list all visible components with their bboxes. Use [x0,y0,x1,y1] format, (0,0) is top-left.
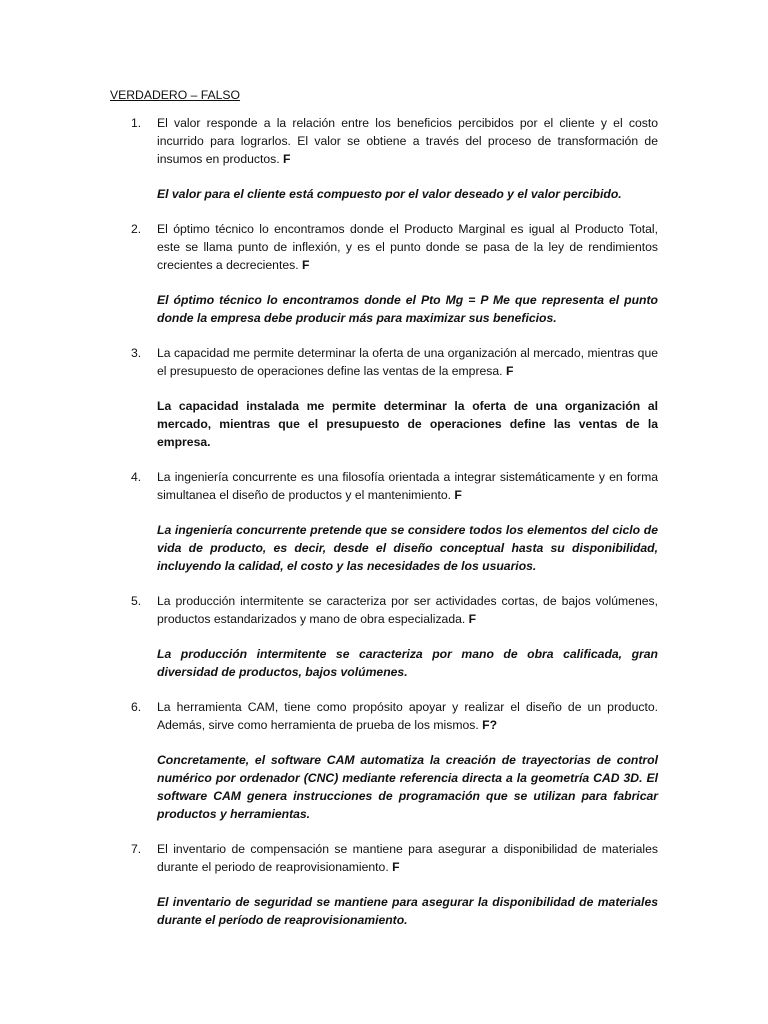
true-false-mark: F [454,488,462,502]
question-statement [157,468,658,504]
question-item-2 [110,220,658,327]
statement-text: El óptimo técnico lo encontramos donde el Producto Marginal es igual al Producto Total, este se llama punto de inflexión, y es el punto donde se pasa de la ley de rendimientos crecientes a decrecientes. [157,222,658,272]
answer-correction: La ingeniería concurrente pretende que se considere todos los elementos del ciclo de vida de producto, es decir, desde el diseño conceptual hasta su disponibilidad, incluyendo la calidad, el costo y las necesidades de los usuarios. [157,523,658,573]
question-number: 4. [131,470,142,484]
true-false-mark: F [468,612,477,626]
question-item-5 [110,592,658,681]
question-statement [157,840,658,876]
question-item-6 [110,698,658,823]
answer-correction: El óptimo técnico lo encontramos donde el Pto Mg = P Me que representa el punto donde la empresa debe producir más para maximizar sus beneficios. [157,293,658,325]
question-number: 6. [131,700,142,714]
question-item-1 [110,114,658,203]
answer-correction: La producción intermitente se caracteriza por mano de obra calificada, gran diversidad de productos, bajos volúmenes. [157,647,658,679]
answer-correction: Concretamente, el software CAM automatiza la creación de trayectorias de control numérico por ordenador (CNC) mediante referencia directa a la geometría CAD 3D. El software CAM genera instrucciones de programación que se utilizan para fabricar productos y herramientas. [157,753,658,821]
question-item-3 [110,344,658,451]
statement-text: El inventario de compensación se mantiene para asegurar a disponibilidad de materiales durante el periodo de reaprovisionamiento. [157,842,658,874]
question-item-4 [110,468,658,575]
question-number: 5. [131,594,142,608]
statement-text: La ingeniería concurrente es una filosofía orientada a integrar sistemáticamente y en forma simultanea el diseño de productos y el mantenimiento. [157,470,658,502]
statement-text: La capacidad me permite determinar la oferta de una organización al mercado, mientras que el presupuesto de operaciones define las ventas de la empresa. [157,346,658,378]
question-number: 1. [131,116,142,130]
statement-text: La herramienta CAM, tiene como propósito apoyar y realizar el diseño de un producto. Además, sirve como herramienta de prueba de los mismos. [157,700,658,732]
statement-text: El valor responde a la relación entre los beneficios percibidos por el cliente y el costo incurrido para lograrlos. El valor se obtiene a través del proceso de transformación de insumos en productos. [157,116,658,166]
question-item-7 [110,840,658,929]
answer-correction: El valor para el cliente está compuesto por el valor deseado y el valor percibido. [157,187,622,201]
answer-correction: La capacidad instalada me permite determinar la oferta de una organización al mercado, mientras que el presupuesto de operaciones define las ventas de la empresa. [157,399,658,449]
question-statement [157,114,658,168]
true-false-mark: F [301,258,310,272]
statement-text: La producción intermitente se caracteriza por ser actividades cortas, de bajos volúmenes, productos estandarizados y mano de obra especializada. [157,594,658,626]
question-statement [157,592,658,628]
question-statement [157,220,658,274]
true-false-mark: F? [482,718,498,732]
true-false-mark: F [392,860,400,874]
true-false-mark: F [283,152,291,166]
question-number: 3. [131,346,142,360]
answer-correction: El inventario de seguridad se mantiene para asegurar la disponibilidad de materiales durante el período de reaprovisionamiento. [157,895,658,927]
question-number: 2. [131,222,142,236]
question-statement [157,698,658,734]
question-number: 7. [131,842,142,856]
true-false-mark: F [505,364,514,378]
question-statement [157,344,658,380]
question-list [110,114,658,929]
document-heading: VERDADERO – FALSO [110,88,241,102]
